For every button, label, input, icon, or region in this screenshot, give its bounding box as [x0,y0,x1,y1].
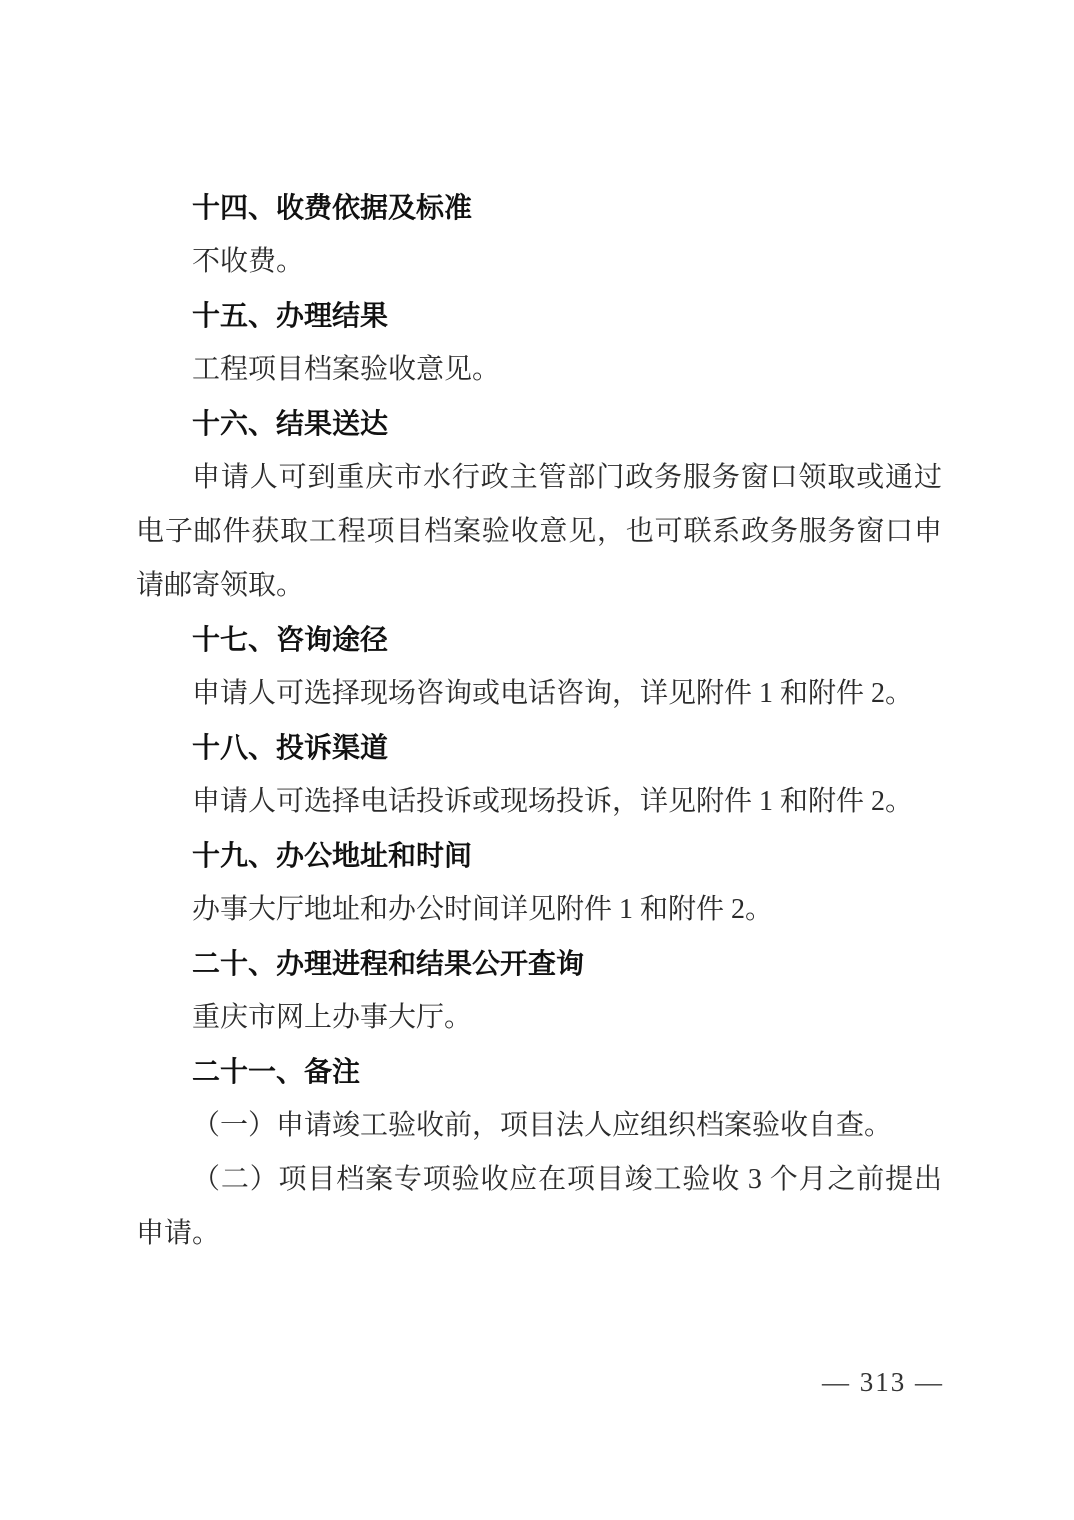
section-heading: 二十一、备注 [192,1056,361,1087]
section-heading: 十四、收费依据及标准 [192,192,473,223]
body-paragraph: 申请人可选择现场咨询或电话咨询，详见附件 1 和附件 2。 [192,678,914,709]
section-fee-basis [136,181,942,289]
page-number: — 313 — [822,1367,944,1397]
body-paragraph: 申请人可选择电话投诉或现场投诉，详见附件 1 和附件 2。 [192,786,914,817]
section-heading: 十五、办理结果 [192,300,389,331]
section-heading: 十八、投诉渠道 [192,732,389,763]
section-complaint-channels [136,721,942,829]
body-paragraph: 办事大厅地址和办公时间详见附件 1 和附件 2。 [192,894,774,925]
section-progress-query [136,937,942,1045]
body-paragraph: 重庆市网上办事大厅。 [192,1002,473,1033]
body-paragraph: （二）项目档案专项验收应在项目竣工验收 3 个月之前提出申请。 [136,1164,942,1249]
body-paragraph: 申请人可到重庆市水行政主管部门政务服务窗口领取或通过电子邮件获取工程项目档案验收意见，也可联系政务服务窗口申请邮寄领取。 [136,462,942,601]
section-heading: 十九、办公地址和时间 [192,840,473,871]
section-heading: 十六、结果送达 [192,408,389,439]
body-paragraph: 工程项目档案验收意见。 [192,354,501,385]
section-office-address-time [136,829,942,937]
section-result-delivery [136,397,942,613]
section-heading: 十七、咨询途径 [192,624,389,655]
body-paragraph: （一）申请竣工验收前，项目法人应组织档案验收自查。 [192,1110,893,1141]
page-content [136,181,942,1261]
section-remarks [136,1045,942,1261]
section-heading: 二十、办理进程和结果公开查询 [192,948,585,979]
section-handling-result [136,289,942,397]
section-consultation-channels [136,613,942,721]
body-paragraph: 不收费。 [192,246,305,277]
